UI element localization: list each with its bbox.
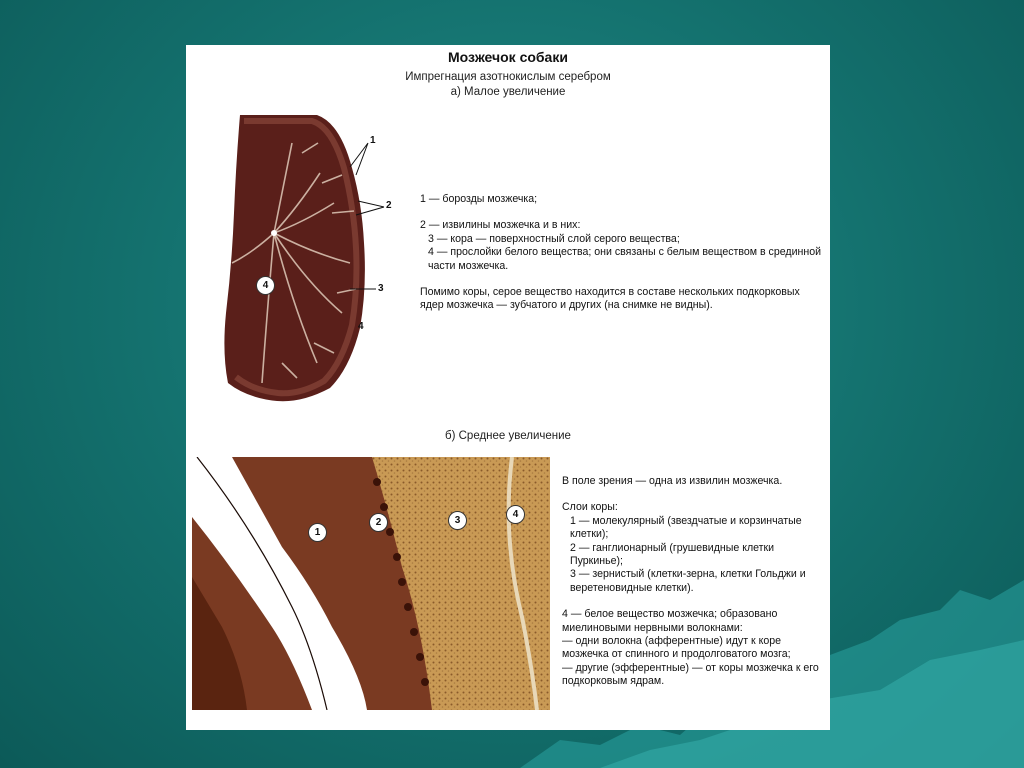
legend-item: 4 — прослойки белого вещества; они связаны с белым веществом в срединной части мозжечка.	[428, 246, 822, 272]
slide-sheet	[186, 45, 830, 730]
label-leader-lines	[336, 135, 406, 305]
label-b3-badge: 3	[448, 511, 467, 530]
legend-medium-magnification	[562, 475, 824, 689]
legend-item: 2 — извилины мозжечка и в них:	[420, 219, 581, 232]
legend-low-magnification	[420, 193, 825, 313]
label-4: 4	[358, 321, 364, 332]
label-b2-badge: 2	[369, 513, 388, 532]
legend-item: — другие (эфферентные) — от коры мозжечка к его подкорковым ядрам.	[562, 661, 819, 688]
legend-item: 3 — зернистый (клетки-зерна, клетки Гольджи и веретеновидные клетки).	[570, 568, 806, 594]
caption-low-magnification: а) Малое увеличение	[450, 86, 566, 98]
legend-note: Помимо коры, серое вещество находится в составе нескольких подкорковых ядер мозжечка — зубчатого и других (на снимке не видны).	[420, 286, 800, 312]
legend-item: 1 — борозды мозжечка;	[420, 193, 538, 205]
label-3: 3	[378, 283, 384, 294]
label-4-badge: 4	[256, 276, 275, 295]
micrograph-medium-magnification	[192, 457, 550, 710]
legend-layers-title: Слои коры:	[562, 501, 618, 514]
legend-item: 1 — молекулярный (звездчатые и корзинчатые клетки);	[570, 514, 802, 541]
legend-item: 2 — ганглионарный (грушевидные клетки Пуркинье);	[570, 541, 775, 568]
caption-medium-magnification: б) Среднее увеличение	[445, 430, 571, 442]
label-2: 2	[386, 200, 392, 211]
legend-intro: В поле зрения — одна из извилин мозжечка.	[562, 475, 783, 487]
legend-item: 4 — белое вещество мозжечка; образовано миелиновыми нервными волокнами:	[562, 608, 778, 634]
page-title: Мозжечок собаки	[448, 49, 568, 65]
label-1: 1	[370, 135, 376, 146]
label-b4-badge: 4	[506, 505, 525, 524]
method-subtitle: Импрегнация азотнокислым серебром	[405, 71, 611, 83]
legend-item: 3 — кора — поверхностный слой серого вещества;	[428, 232, 680, 245]
legend-item: — одни волокна (афферентные) идут к коре мозжечка от спинного и продолговатого мозга;	[562, 635, 791, 661]
label-b1-badge: 1	[308, 523, 327, 542]
